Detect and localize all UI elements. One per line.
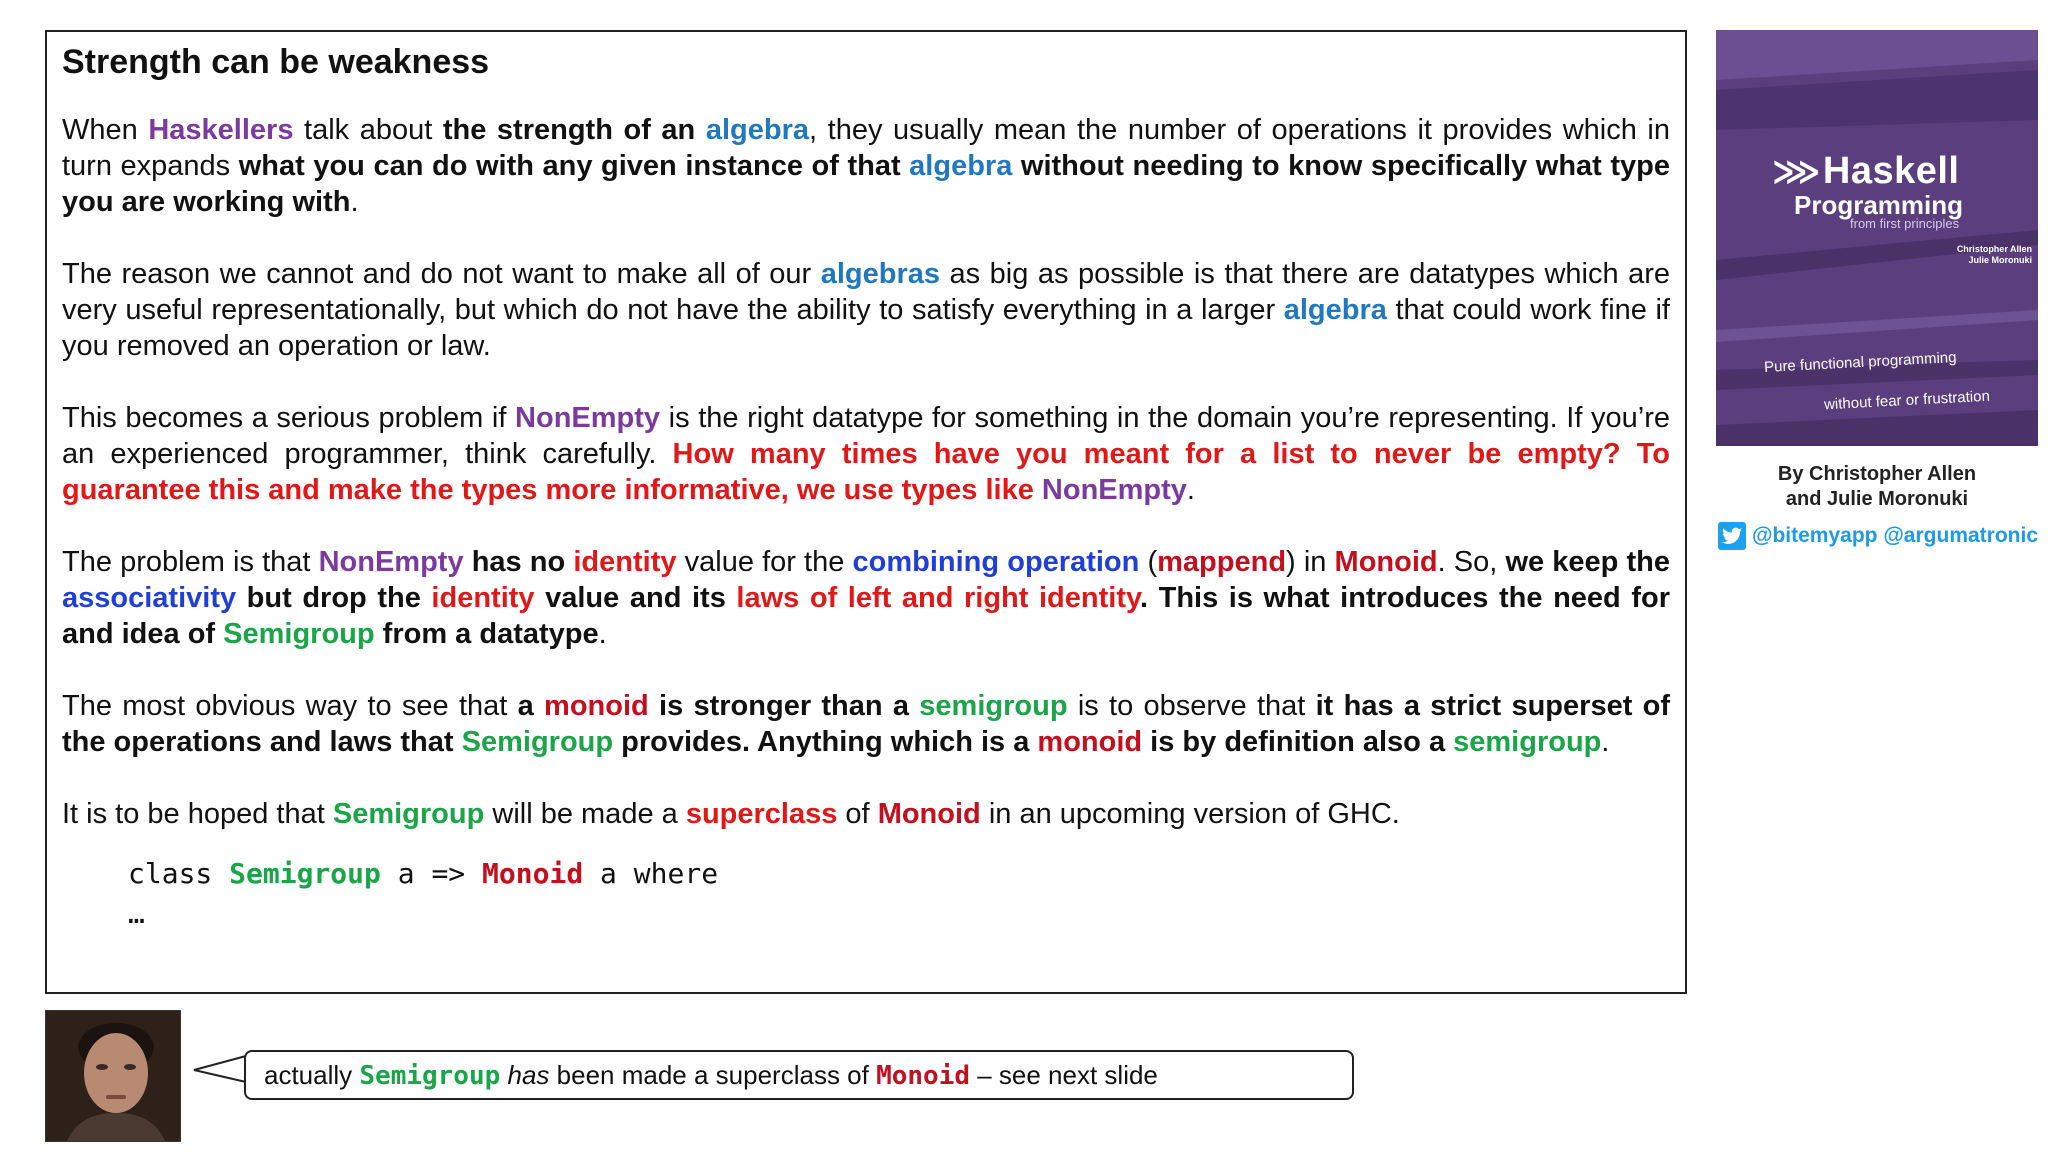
bubble-semigroup: Semigroup xyxy=(359,1061,501,1091)
text: , they usually mean the number of operations it provides which in turn expands xyxy=(62,114,1670,182)
text: in an upcoming version of GHC. xyxy=(980,798,1400,830)
bubble-text xyxy=(500,1060,507,1090)
text: will be made a xyxy=(484,798,686,830)
text: . xyxy=(598,618,607,650)
text: is to observe that xyxy=(1067,690,1316,722)
book-logo-text: Haskell xyxy=(1822,150,1960,192)
term-semigroup: semigroup xyxy=(1453,726,1602,758)
text-bold: provides. Anything which is a xyxy=(613,726,1038,758)
bubble-text: been made a superclass of xyxy=(549,1060,877,1090)
text: talk about xyxy=(293,114,443,146)
term-monoid: monoid xyxy=(544,690,649,722)
term-semigroup: Semigroup xyxy=(461,726,614,758)
code-text: class xyxy=(128,857,230,890)
text-bold: . This is what introduces the need for and idea of xyxy=(62,582,1670,650)
text-bold: is stronger than a xyxy=(648,690,920,722)
term-algebra: algebra xyxy=(705,114,810,146)
paragraph-3 xyxy=(62,400,1670,508)
code-text: a => xyxy=(380,857,483,890)
text: This becomes a serious problem if xyxy=(62,402,516,434)
book-subtitle-2: from first principles xyxy=(1850,216,1960,231)
text: . So, xyxy=(1437,546,1506,578)
speech-bubble xyxy=(244,1050,1354,1100)
text: is the right datatype for something in the domain you’re representing. If you’re an experienced programmer, think carefully. xyxy=(62,402,1670,470)
term-nonempty: NonEmpty xyxy=(1041,474,1187,506)
twitter-handles-row xyxy=(1718,522,2038,550)
presenter-avatar xyxy=(45,1010,181,1142)
text-bold: is by definition also a xyxy=(1142,726,1454,758)
term-monoid: Monoid xyxy=(1334,546,1438,578)
book-author: Christopher Allen xyxy=(1956,244,2032,254)
paragraph-2 xyxy=(62,256,1670,364)
text: as big as possible is that there are datatypes which are very useful representationally, but which do not have the ability to satisfy everything in a larger xyxy=(62,258,1671,326)
text-bold: from a datatype xyxy=(374,618,599,650)
code-block xyxy=(128,854,1670,934)
text-bold: a xyxy=(517,690,545,722)
text: The most obvious way to see that xyxy=(62,690,518,722)
term-nonempty: NonEmpty xyxy=(515,402,661,434)
term-algebras: algebras xyxy=(820,258,941,290)
text-bold: but drop the xyxy=(236,582,432,614)
code-semigroup: Semigroup xyxy=(229,857,381,890)
term-algebra: algebra xyxy=(1283,294,1387,326)
byline-line: By Christopher Allen xyxy=(1777,463,1977,485)
text-bold: value and its xyxy=(534,582,737,614)
text-bold: it has a strict superset of the operations and laws that xyxy=(62,690,1671,758)
code-text: a where xyxy=(583,857,719,890)
text: . xyxy=(1186,474,1195,506)
paragraph-4 xyxy=(62,544,1670,652)
bubble-text: actually xyxy=(264,1060,360,1090)
bubble-italic-has: has xyxy=(507,1060,550,1090)
paragraph-1 xyxy=(62,112,1670,220)
text: that could work fine if you removed an operation or law. xyxy=(62,294,1670,362)
term-combining-operation: combining operation xyxy=(852,546,1140,578)
text: It is to be hoped that xyxy=(62,798,333,830)
code-monoid: Monoid xyxy=(482,857,584,890)
text: . xyxy=(350,186,359,218)
bubble-monoid: Monoid xyxy=(876,1061,970,1091)
bubble-text: – see next slide xyxy=(970,1060,1158,1090)
term-identity: identity xyxy=(431,582,535,614)
text: value for the xyxy=(676,546,853,578)
term-nonempty: NonEmpty xyxy=(318,546,464,578)
haskell-lambda-icon: ⋙ xyxy=(1772,153,1821,191)
twitter-bird-icon xyxy=(1718,522,1746,550)
term-haskellers: Haskellers xyxy=(148,114,294,146)
twitter-handles-text: @bitemyapp @argumatronic xyxy=(1752,524,2039,547)
term-algebra: algebra xyxy=(909,150,1013,182)
book-cover xyxy=(1716,30,2038,446)
slide-content-box xyxy=(45,30,1687,994)
book-author: Julie Moronuki xyxy=(1968,255,2032,265)
text: ( xyxy=(1139,546,1158,578)
text: of xyxy=(837,798,878,830)
book-tagline-2: without fear or frustration xyxy=(1823,387,1991,414)
term-identity: identity xyxy=(573,546,677,578)
text-bold: without needing to know specifically what type you are working with xyxy=(62,150,1671,218)
code-ellipsis: … xyxy=(128,897,145,930)
book-authors xyxy=(1952,244,2032,266)
book-tagline-1: Pure functional programming xyxy=(1763,348,1957,377)
slide-title: Strength can be weakness xyxy=(62,43,490,81)
term-monoid: monoid xyxy=(1037,726,1143,758)
presenter-photo xyxy=(46,1011,181,1142)
text: The problem is that xyxy=(62,546,319,578)
text-bold: has no xyxy=(463,546,574,578)
term-mappend: mappend xyxy=(1157,546,1287,578)
text-bold: what you can do with any given instance of that xyxy=(238,150,910,182)
text: ) in xyxy=(1286,546,1335,578)
paragraph-5 xyxy=(62,688,1670,760)
term-semigroup: Semigroup xyxy=(223,618,375,650)
book-subtitle: Programming xyxy=(1794,190,1964,220)
paragraph-6 xyxy=(62,796,1670,832)
book-cover-stripes xyxy=(1716,30,2038,446)
text-red-emphasis: How many times have you meant for a list to never be empty? To guarantee this and make the types more informative, we use types like xyxy=(62,438,1670,506)
term-monoid: Monoid xyxy=(877,798,981,830)
speech-bubble-tail xyxy=(190,1050,250,1100)
text-bold: we keep the xyxy=(1505,546,1670,578)
byline-line: and Julie Moronuki xyxy=(1785,488,1969,510)
term-superclass: superclass xyxy=(685,798,838,830)
text: When xyxy=(62,114,149,146)
term-semigroup: semigroup xyxy=(919,690,1068,722)
text: . xyxy=(1601,726,1610,758)
text: The reason we cannot and do not want to make all of our xyxy=(62,258,821,290)
text-bold: the strength of an xyxy=(442,114,706,146)
term-laws-identity: laws of left and right identity xyxy=(736,582,1140,614)
term-associativity: associativity xyxy=(62,582,237,614)
haskell-logo xyxy=(1772,150,1959,193)
term-semigroup: Semigroup xyxy=(332,798,485,830)
book-byline xyxy=(1716,462,2038,512)
